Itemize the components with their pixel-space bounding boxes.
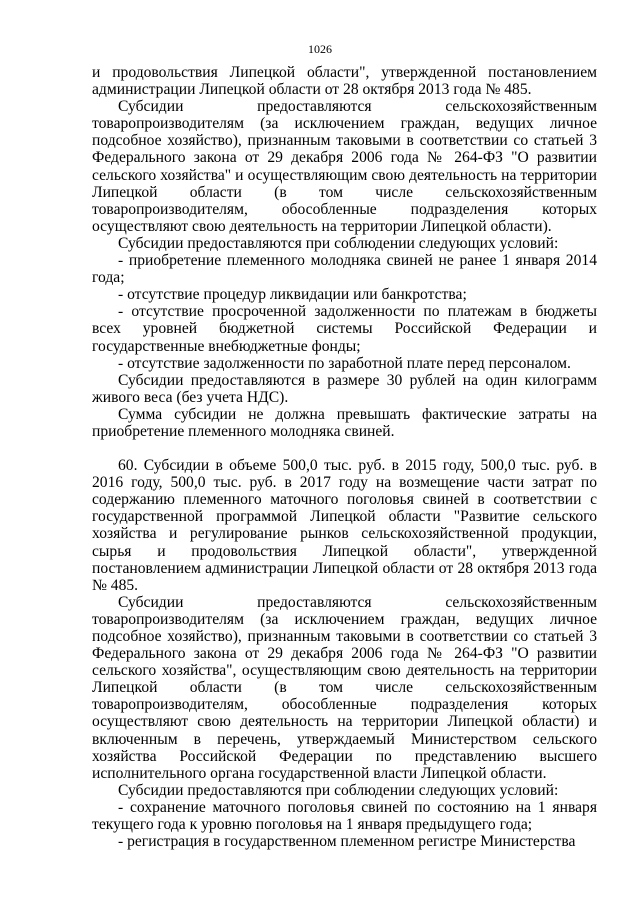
paragraph-conditions-intro: Субсидии предоставляются при соблюдении следующих условий: xyxy=(118,781,559,799)
paragraph-continuation: и продовольствия Липецкой области", утвержденной постановлением администрации Липецкой области от 28 октября 2013 года № 485. xyxy=(92,64,597,99)
document-body xyxy=(92,64,597,850)
page-number: 1026 xyxy=(308,42,332,56)
list-item-condition: - сохранение маточного поголовья свиней по состоянию на 1 января текущего года к уровню поголовья на 1 января предыдущего года; xyxy=(92,798,597,834)
list-item-condition: - регистрация в государственном племенном регистре Министерства xyxy=(118,833,576,851)
list-item-condition: - отсутствие просроченной задолженности по платежам в бюджеты всех уровней бюджетной системы Российской Федерации и государственные внебюджетные фонды; xyxy=(92,303,597,355)
paragraph-subsidy-rate: Субсидии предоставляются в размере 30 рублей на один килограмм живого веса (без учета НДС). xyxy=(92,371,597,406)
list-item-condition: - отсутствие процедур ликвидации или банкротства; xyxy=(118,286,467,304)
paragraph-item-60: 60. Субсидии в объеме 500,0 тыс. руб. в 2015 году, 500,0 тыс. руб. в 2016 году, 500,0 тыс. руб. в 2017 году на возмещение части затрат по содержанию племенного маточного поголовья свиней в соответствии с государственной программой Липецкой области "Развитие сельского хозяйства и регулирование рынков сельскохозяйственной продукции, сырья и продовольствия Липецкой области", утвержденной постановлением администрации Липецкой области от 28 октября 2013 года № 485. xyxy=(92,457,597,594)
paragraph-conditions-intro: Субсидии предоставляются при соблюдении следующих условий: xyxy=(118,234,559,252)
paragraph-recipients: Субсидии предоставляются сельскохозяйственным товаропроизводителям (за исключением граждан, ведущих личное подсобное хозяйство), признанным таковыми в соответствии со статьей 3 Федерального закона от 29 декабря 2006 года № 264-ФЗ "О развитии сельского хозяйства" и осуществляющим свою деятельность на территории Липецкой области (в том числе сельскохозяйственным товаропроизводителям, обособленные подразделения которых осуществляют свою деятельность на территории Липецкой области). xyxy=(92,98,597,235)
list-item-condition: - приобретение племенного молодняка свиней не ранее 1 января 2014 года; xyxy=(92,252,597,287)
paragraph-recipients: Субсидии предоставляются сельскохозяйственным товаропроизводителям (за исключением граждан, ведущих личное подсобное хозяйство), признанным таковыми в соответствии со статьей 3 Федерального закона от 29 декабря 2006 года № 264-ФЗ "О развитии сельского хозяйства", осуществляющим свою деятельность на территории Липецкой области (в том числе сельскохозяйственным товаропроизводителям, обособленные подразделения которых осуществляют свою деятельность на территории Липецкой области) и включенным в перечень, утверждаемый Министерством сельского хозяйства Российской Федерации по представлению высшего исполнительного органа государственной власти Липецкой области. xyxy=(92,593,597,782)
list-item-condition: - отсутствие задолженности по заработной плате перед персоналом. xyxy=(118,354,571,372)
paragraph-subsidy-limit: Сумма субсидии не должна превышать фактические затраты на приобретение племенного молодняка свиней. xyxy=(92,405,597,440)
